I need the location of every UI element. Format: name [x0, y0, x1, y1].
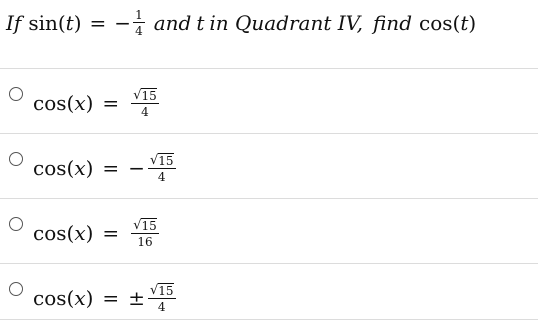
radical-sign: √ — [149, 283, 159, 298]
question-if: If — [6, 11, 22, 35]
answer-options — [0, 68, 538, 320]
question-find: find — [372, 11, 412, 35]
radical-sign: √ — [149, 153, 159, 168]
answer-fraction — [131, 88, 159, 118]
answer-sign: ± — [128, 286, 145, 310]
radical-sign: √ — [133, 218, 142, 233]
radicand: 15 — [141, 219, 157, 233]
radicand: 15 — [158, 154, 174, 168]
question-fraction-denominator: 4 — [135, 24, 143, 38]
question-sign: − — [114, 11, 132, 35]
question-t: t — [196, 11, 205, 35]
answer-expression: cos ( x ) = − √ 15 4 — [33, 153, 174, 184]
question-func: sin — [28, 11, 58, 35]
radio-button[interactable] — [9, 87, 23, 101]
answer-fraction — [148, 153, 176, 183]
answer-option-2[interactable] — [0, 133, 538, 198]
answer-fraction-numerator — [131, 88, 159, 104]
answer-fraction-numerator — [131, 218, 159, 234]
answer-var: x — [74, 156, 86, 180]
answer-equals: = — [102, 156, 120, 180]
answer-expression: cos ( x ) = ± √ 15 4 — [33, 283, 174, 314]
radicand: 15 — [141, 89, 157, 103]
answer-func: cos — [33, 156, 67, 180]
answer-fraction-numerator — [148, 153, 176, 169]
question-equals: = — [89, 11, 107, 35]
answer-equals: = — [102, 91, 120, 115]
answer-fraction-denominator: 4 — [157, 170, 166, 184]
radio-button[interactable] — [9, 282, 23, 296]
square-root — [150, 283, 174, 297]
answer-sign: − — [128, 156, 145, 180]
answer-fraction-numerator — [148, 283, 176, 299]
answer-option-3[interactable] — [0, 198, 538, 263]
radical-sign: √ — [133, 88, 142, 103]
answer-fraction-denominator: 4 — [157, 300, 166, 314]
question-var: t — [65, 11, 74, 35]
question-target-var: t — [460, 11, 469, 35]
answer-option-4[interactable] — [0, 263, 538, 320]
answer-fraction-denominator: 4 — [141, 105, 149, 119]
question-target-func: cos — [419, 11, 453, 35]
square-root — [133, 88, 157, 102]
question-and: and — [153, 11, 192, 35]
answer-fraction — [148, 283, 176, 313]
radio-button[interactable] — [9, 217, 23, 231]
question-text: If sin ( t ) = − $\frac{1}{4}$ and t in Quadrant IV, find cos ( t ) — [6, 8, 477, 38]
answer-equals: = — [102, 286, 120, 310]
answer-func: cos — [33, 91, 67, 115]
answer-var: x — [74, 221, 86, 245]
answer-option-1[interactable] — [0, 68, 538, 133]
radio-button[interactable] — [9, 152, 23, 166]
answer-var: x — [74, 91, 86, 115]
question-fraction-numerator: 1 — [135, 8, 143, 22]
answer-fraction-denominator: 16 — [137, 235, 153, 249]
square-root — [133, 218, 157, 232]
answer-func: cos — [33, 221, 67, 245]
answer-func: cos — [33, 286, 67, 310]
answer-fraction — [131, 218, 159, 248]
answer-expression: cos ( x ) = √ 15 16 — [33, 218, 157, 249]
answer-var: x — [74, 286, 86, 310]
question-fraction — [133, 9, 145, 37]
answer-expression: cos ( x ) = √ 15 4 — [33, 88, 157, 119]
question-quadrant: in Quadrant IV, — [209, 11, 363, 35]
square-root — [150, 153, 174, 167]
answer-equals: = — [102, 221, 120, 245]
radicand: 15 — [158, 284, 174, 298]
